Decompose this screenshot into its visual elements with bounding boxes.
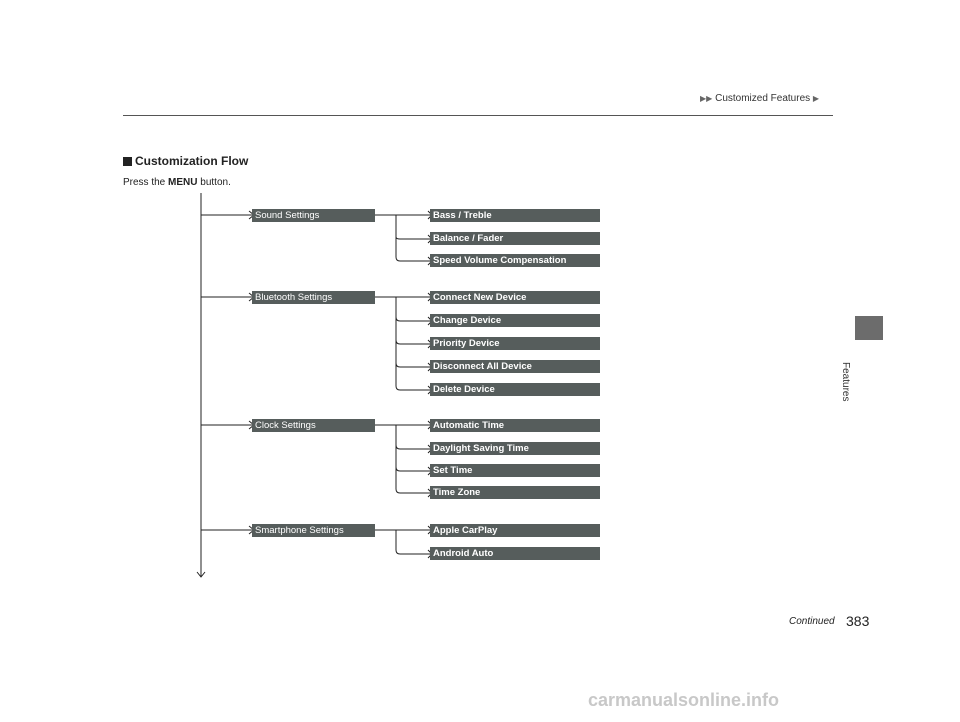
sound-settings-box: Sound Settings (252, 209, 375, 222)
menu-button-label: MENU (168, 177, 198, 188)
balance-fader-box: Balance / Fader (430, 232, 600, 245)
chapter-label: Features (840, 362, 851, 402)
connect-new-device-box: Connect New Device (430, 291, 600, 304)
breadcrumb-label: Customized Features (715, 93, 811, 104)
continued-label: Continued (789, 616, 835, 627)
disconnect-all-device-box: Disconnect All Device (430, 360, 600, 373)
instruction-prefix: Press the (123, 177, 166, 188)
apple-carplay-box: Apple CarPlay (430, 524, 600, 537)
section-title-text: Customization Flow (135, 154, 249, 168)
set-time-box: Set Time (430, 464, 600, 477)
breadcrumb-arrow-icon: ▶▶ (700, 94, 713, 103)
watermark: carmanualsonline.info (588, 690, 780, 710)
daylight-saving-time-box: Daylight Saving Time (430, 442, 600, 455)
speed-volume-compensation-box: Speed Volume Compensation (430, 254, 600, 267)
instruction-suffix: button. (200, 177, 231, 188)
change-device-box: Change Device (430, 314, 600, 327)
clock-settings-box: Clock Settings (252, 419, 375, 432)
breadcrumb-arrow-icon: ▶ (812, 94, 820, 103)
priority-device-box: Priority Device (430, 337, 600, 350)
delete-device-box: Delete Device (430, 383, 600, 396)
bass-treble-box: Bass / Treble (430, 209, 600, 222)
smartphone-settings-box: Smartphone Settings (252, 524, 375, 537)
page-number: 383 (846, 613, 870, 629)
time-zone-box: Time Zone (430, 486, 600, 499)
android-auto-box: Android Auto (430, 547, 600, 560)
automatic-time-box: Automatic Time (430, 419, 600, 432)
bluetooth-settings-box: Bluetooth Settings (252, 291, 375, 304)
